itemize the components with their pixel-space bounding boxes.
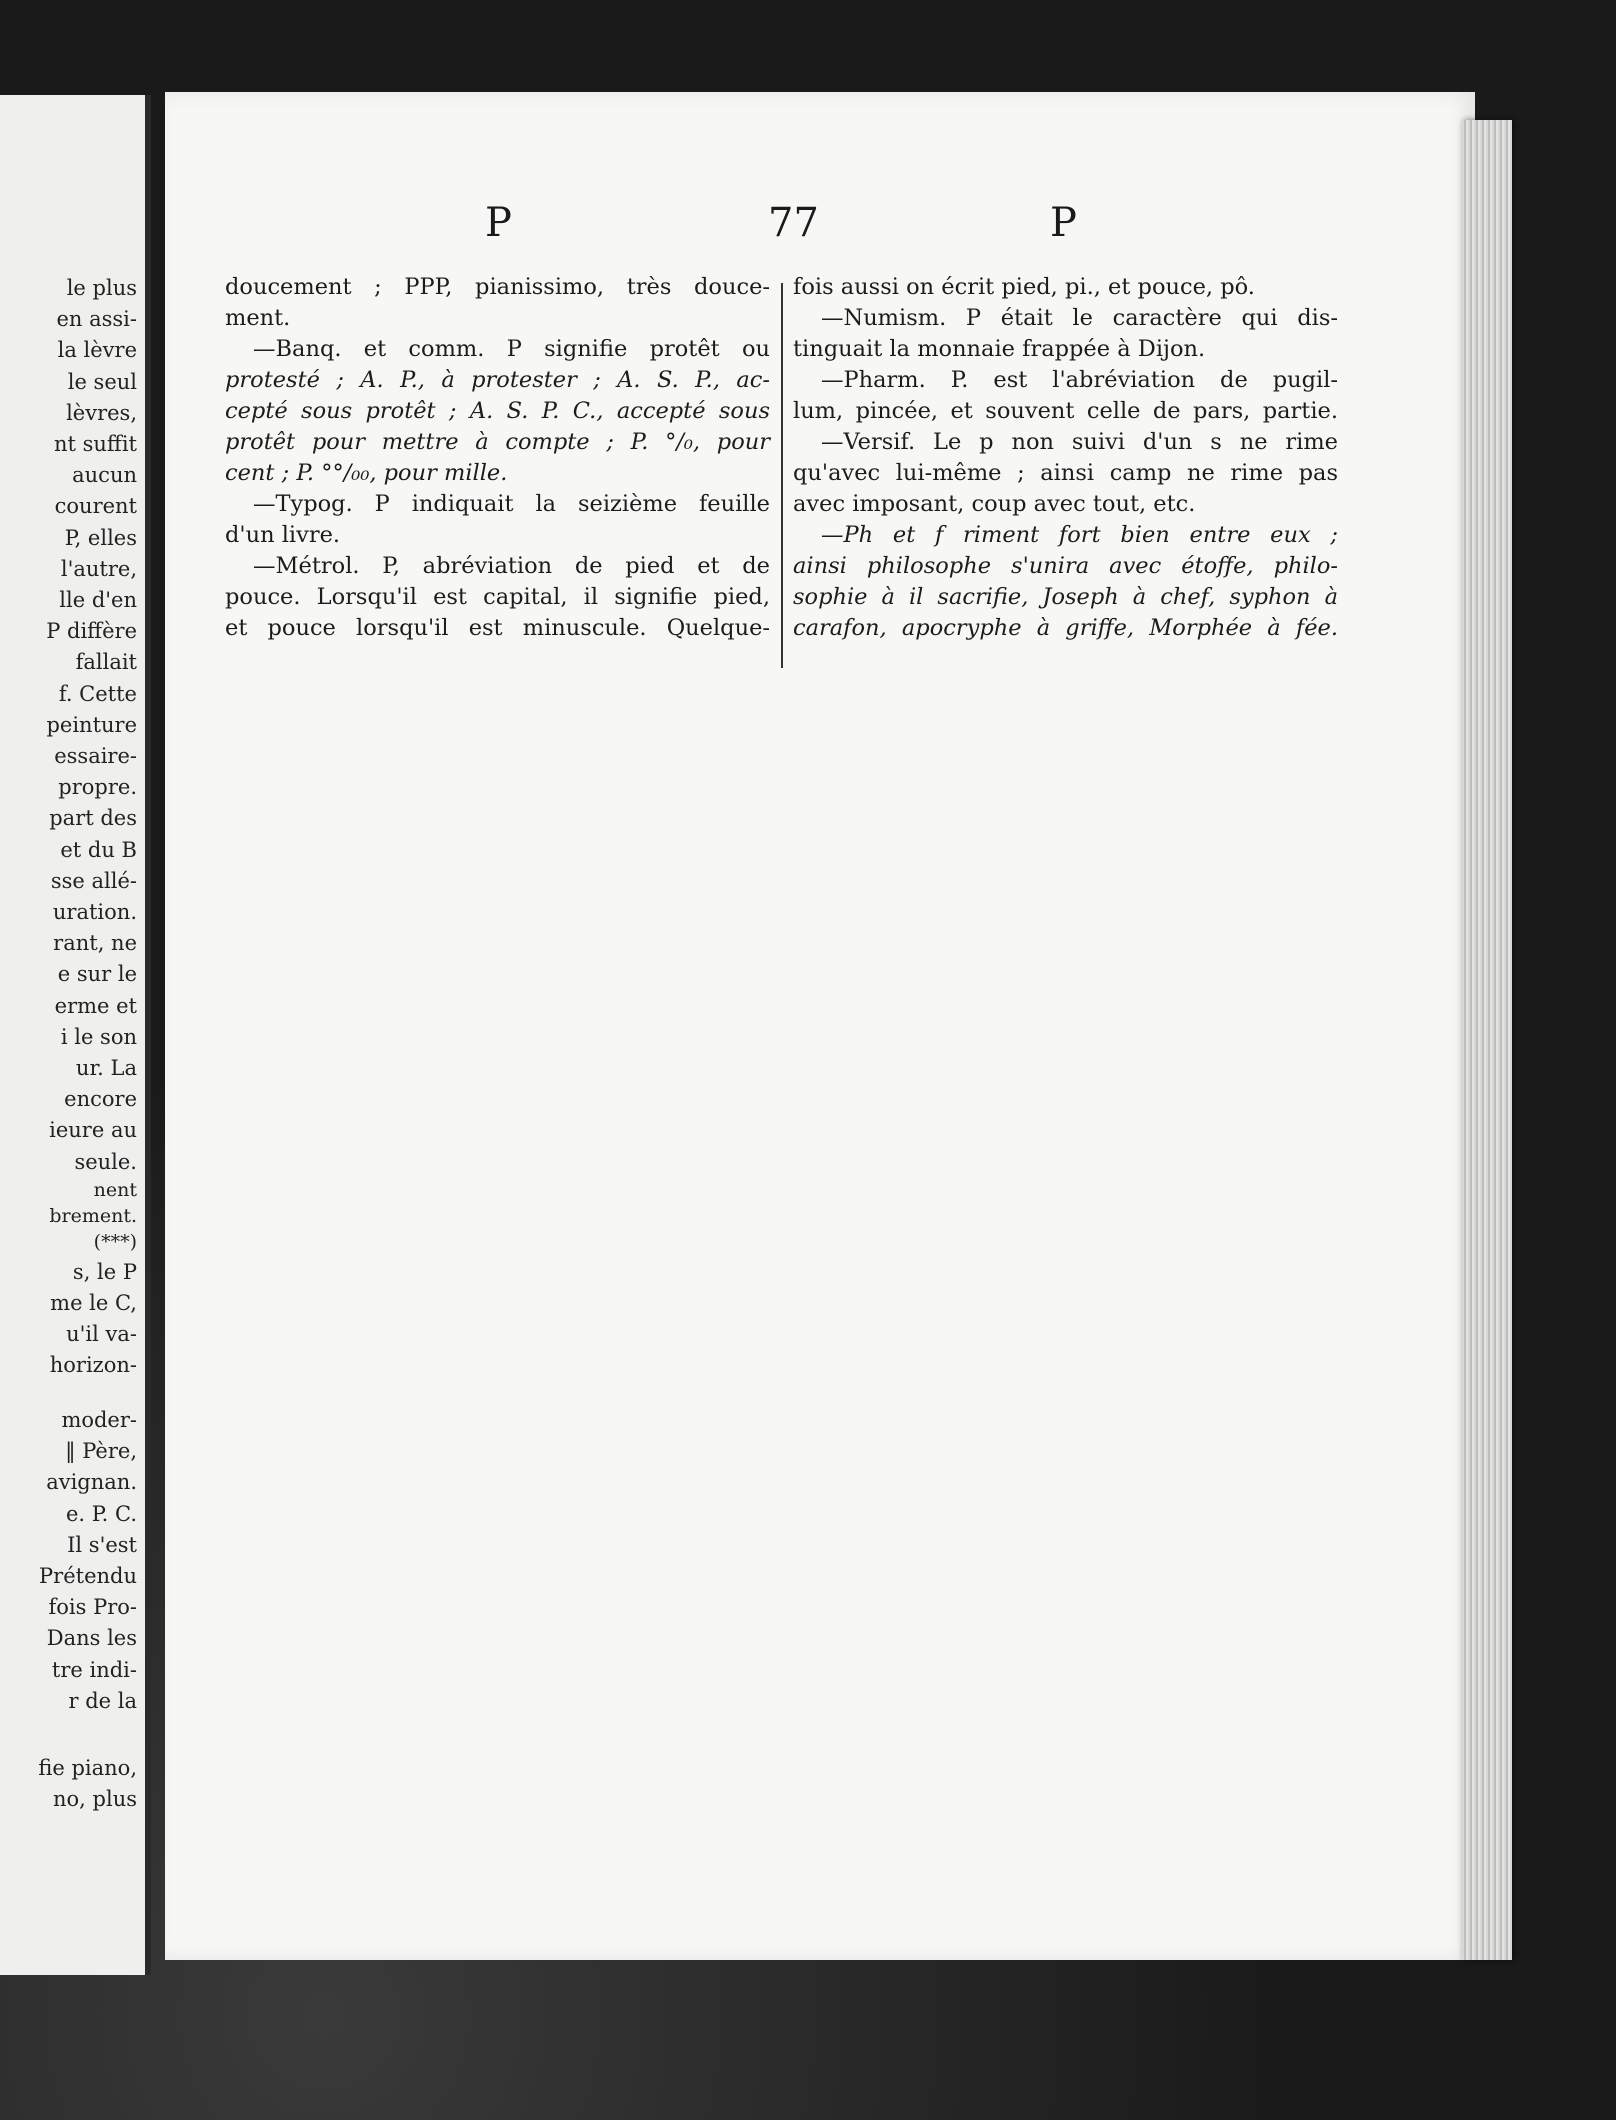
left-page-line: rant, ne <box>53 931 137 956</box>
left-page-line: en assi- <box>56 307 137 332</box>
text-line: doucement ; PPP, pianissimo, très douce- <box>225 274 770 300</box>
text-line: protesté ; A. P., à protester ; A. S. P., ac- <box>225 367 770 393</box>
left-page-line: horizon- <box>49 1353 137 1377</box>
entry-pharm: —Pharm. P. est l'abréviation de pugil- <box>821 367 1338 393</box>
left-page-line: part des <box>49 806 137 831</box>
left-page-line: tre indi- <box>51 1657 137 1682</box>
left-page-line: uration. <box>52 900 137 924</box>
entry-versif: —Versif. Le p non suivi d'un s ne rime <box>821 429 1338 455</box>
left-page-line: ‖ Père, <box>65 1439 137 1464</box>
left-page-line: seule. <box>74 1149 137 1174</box>
left-page-line: fallait <box>75 650 137 675</box>
left-page-line: essaire- <box>54 744 137 768</box>
entry-metrol: —Métrol. P, abréviation de pied et de <box>253 553 770 579</box>
entry-numism: —Numism. P était le caractère qui dis- <box>821 305 1338 331</box>
left-page-line: Prétendu <box>39 1564 137 1588</box>
left-page-line: lle d'en <box>59 588 137 612</box>
text-line: et pouce lorsqu'il est minuscule. Quelque- <box>225 615 770 641</box>
text-line: carafon, apocryphe à griffe, Morphée à fée. <box>793 615 1338 641</box>
left-page-line: e. P. C. <box>66 1501 137 1526</box>
left-page-line: P diffère <box>46 619 137 644</box>
previous-page-fragment <box>0 95 151 1975</box>
right-column <box>793 272 1338 644</box>
entry-ph: —Ph et f riment fort bien entre eux ; <box>821 522 1338 548</box>
left-column <box>225 272 770 644</box>
left-page-line: r de la <box>68 1688 137 1713</box>
left-page-line: et du B <box>60 837 137 862</box>
page-number: 77 <box>768 200 819 246</box>
text-line: tinguait la monnaie frappée à Dijon. <box>793 336 1206 362</box>
left-page-line: propre. <box>58 775 137 800</box>
text-line: protêt pour mettre à compte ; P. °/₀, pour <box>225 429 770 455</box>
page-stack-edge <box>1462 120 1512 1960</box>
left-page-line: brement. <box>49 1205 137 1227</box>
left-page-line: fie piano, <box>38 1756 137 1780</box>
left-page-line: ieure au <box>49 1118 137 1143</box>
left-page-line: Il s'est <box>67 1532 137 1557</box>
text-line: lum, pincée, et souvent celle de pars, partie. <box>793 398 1338 424</box>
left-page-line: sse allé- <box>50 868 137 893</box>
text-line: qu'avec lui-même ; ainsi camp ne rime pas <box>793 460 1338 486</box>
header-right-letter: P <box>1050 200 1077 246</box>
left-page-line: no, plus <box>53 1787 137 1811</box>
left-page-line: nt suffit <box>53 432 137 456</box>
text-line: ainsi philosophe s'unira avec étoffe, philo- <box>793 553 1338 579</box>
text-line: cent ; P. °°/₀₀, pour mille. <box>225 460 508 486</box>
left-page-line: nent <box>93 1179 137 1201</box>
left-page-line: le plus <box>66 276 137 300</box>
left-page-line: le seul <box>67 369 137 394</box>
entry-banq: —Banq. et comm. P signifie protêt ou <box>253 336 770 362</box>
text-line: fois aussi on écrit pied, pi., et pouce, pô. <box>793 274 1255 300</box>
left-page-line: moder- <box>61 1408 137 1432</box>
left-page-line: f. Cette <box>58 681 137 706</box>
left-page-line: peinture <box>46 712 137 737</box>
entry-typog: —Typog. P indiquait la seizième feuille <box>253 491 770 517</box>
left-page-line: i le son <box>60 1024 137 1049</box>
left-page-line: lèvres, <box>66 400 137 425</box>
left-page-line: me le C, <box>50 1291 137 1315</box>
left-page-line: fois Pro- <box>48 1595 137 1620</box>
text-line: ment. <box>225 305 291 331</box>
left-page-line: Dans les <box>46 1626 137 1651</box>
left-page-line: s, le P <box>72 1260 137 1284</box>
left-page-line: courent <box>54 494 137 519</box>
left-page-line: la lèvre <box>57 338 137 363</box>
left-page-line: P, elles <box>64 525 137 550</box>
left-page-line: avignan. <box>46 1470 137 1495</box>
left-page-line: l'autre, <box>60 556 137 581</box>
text-line: cepté sous protêt ; A. S. P. C., accepté sous <box>225 398 770 424</box>
text-line: sophie à il sacrifie, Joseph à chef, syphon à <box>793 584 1338 610</box>
text-line: pouce. Lorsqu'il est capital, il signifie pied, <box>225 584 770 610</box>
column-divider <box>781 283 783 668</box>
left-page-line: u'il va- <box>66 1322 137 1346</box>
left-page-line: (***) <box>93 1231 137 1253</box>
left-page-line: aucun <box>72 463 137 488</box>
text-line: d'un livre. <box>225 522 341 548</box>
left-page-line: erme et <box>54 993 137 1018</box>
left-page-line: encore <box>64 1087 137 1112</box>
text-line: avec imposant, coup avec tout, etc. <box>793 491 1196 517</box>
header-left-letter: P <box>485 200 512 246</box>
left-page-line: e sur le <box>57 962 137 987</box>
left-page-line: ur. La <box>75 1056 137 1080</box>
